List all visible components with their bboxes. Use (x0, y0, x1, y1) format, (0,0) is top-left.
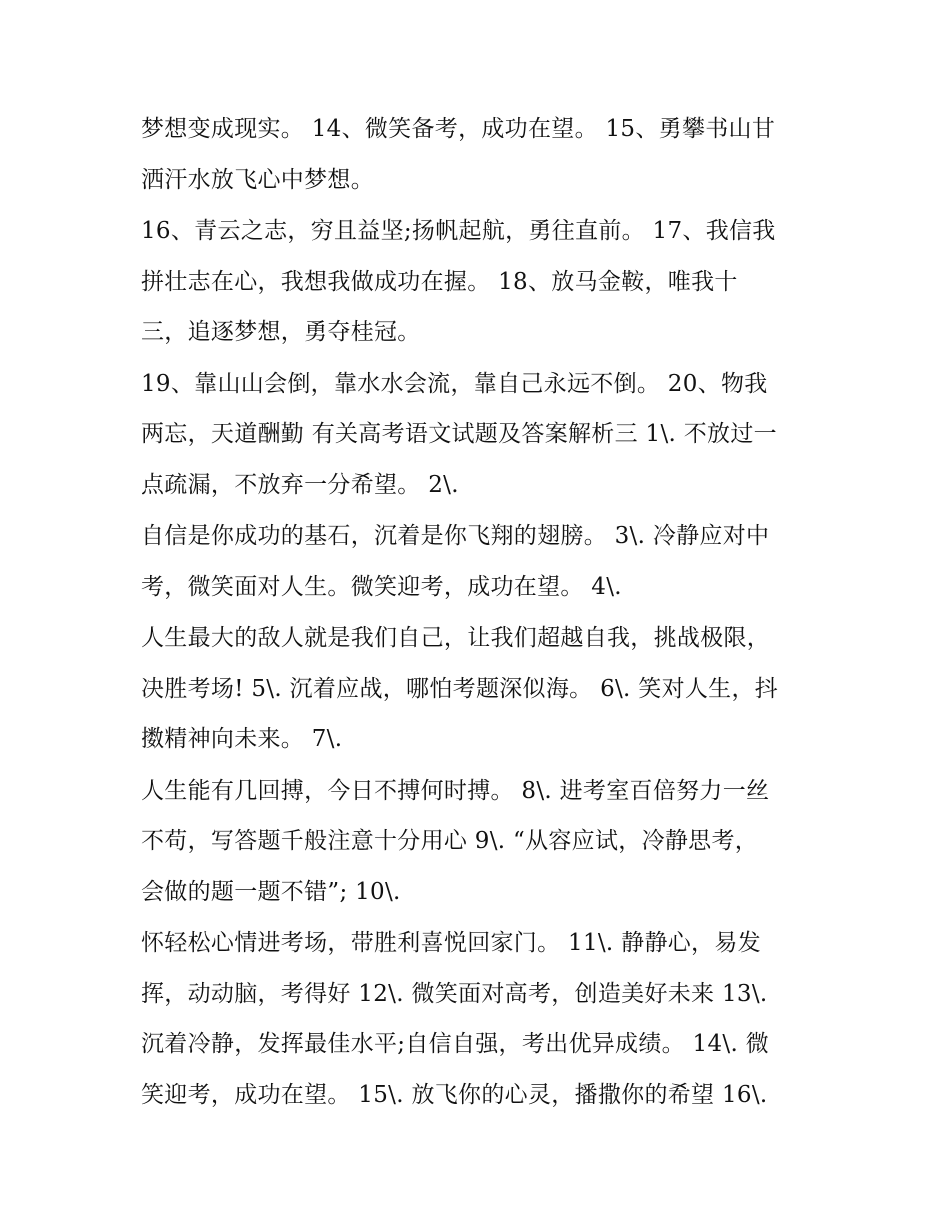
paragraph (141, 613, 821, 765)
paragraph (141, 104, 821, 205)
text-line: 沉着冷静，发挥最佳水平;自信自强，考出优异成绩。 14\. 微 (141, 1031, 769, 1057)
text-line: 挥，动动脑，考得好 12\. 微笑面对高考，创造美好未来 13\. (141, 980, 768, 1007)
text-line: 自信是你成功的基石，沉着是你飞翔的翅膀。 3\. 冷静应对中 (141, 523, 770, 549)
text-line: 擞精神向未来。 7\. (141, 726, 343, 752)
text-line: 怀轻松心情进考场，带胜利喜悦回家门。 11\. 静静心，易发 (141, 930, 761, 956)
text-line: 拼壮志在心，我想我做成功在握。 18、放马金鞍，唯我十 (141, 268, 738, 295)
text-line: 人生能有几回搏，今日不搏何时搏。 8\. 进考室百倍努力一丝 (141, 777, 770, 804)
text-line: 考，微笑面对人生。微笑迎考，成功在望。 4\. (141, 573, 622, 600)
text-line: 会做的题一题不错”; 10\. (141, 878, 401, 905)
text-line: 洒汗水放飞心中梦想。 (141, 166, 374, 193)
paragraph (141, 206, 821, 358)
paragraph (141, 918, 821, 1120)
document-body (141, 104, 821, 1121)
text-line: 决胜考场! 5\. 沉着应战，哪怕考题深似海。 6\. 笑对人生，抖 (141, 675, 779, 702)
text-line: 19、靠山山会倒，靠水水会流，靠自己永远不倒。 20、物我 (141, 370, 768, 397)
text-line: 不苟，写答题千般注意十分用心 9\. “从容应试，冷静思考， (141, 828, 759, 854)
text-line: 三，追逐梦想，勇夺桂冠。 (141, 319, 421, 345)
text-line: 两忘，天道酬勤 有关高考语文试题及答案解析三 1\. 不放过一 (141, 421, 777, 447)
text-line: 笑迎考，成功在望。 15\. 放飞你的心灵，播撒你的希望 16\. (141, 1081, 768, 1108)
text-line: 梦想变成现实。 14、微笑备考，成功在望。 15、勇攀书山甘 (141, 116, 776, 142)
text-line: 点疏漏，不放弃一分希望。 2\. (141, 471, 459, 498)
paragraph (141, 766, 821, 918)
text-line: 人生最大的敌人就是我们自己，让我们超越自我，挑战极限， (141, 625, 771, 651)
paragraph (141, 359, 821, 511)
text-line: 16、青云之志，穷且益坚;扬帆起航，勇往直前。 17、我信我 (141, 218, 776, 244)
paragraph (141, 511, 821, 612)
